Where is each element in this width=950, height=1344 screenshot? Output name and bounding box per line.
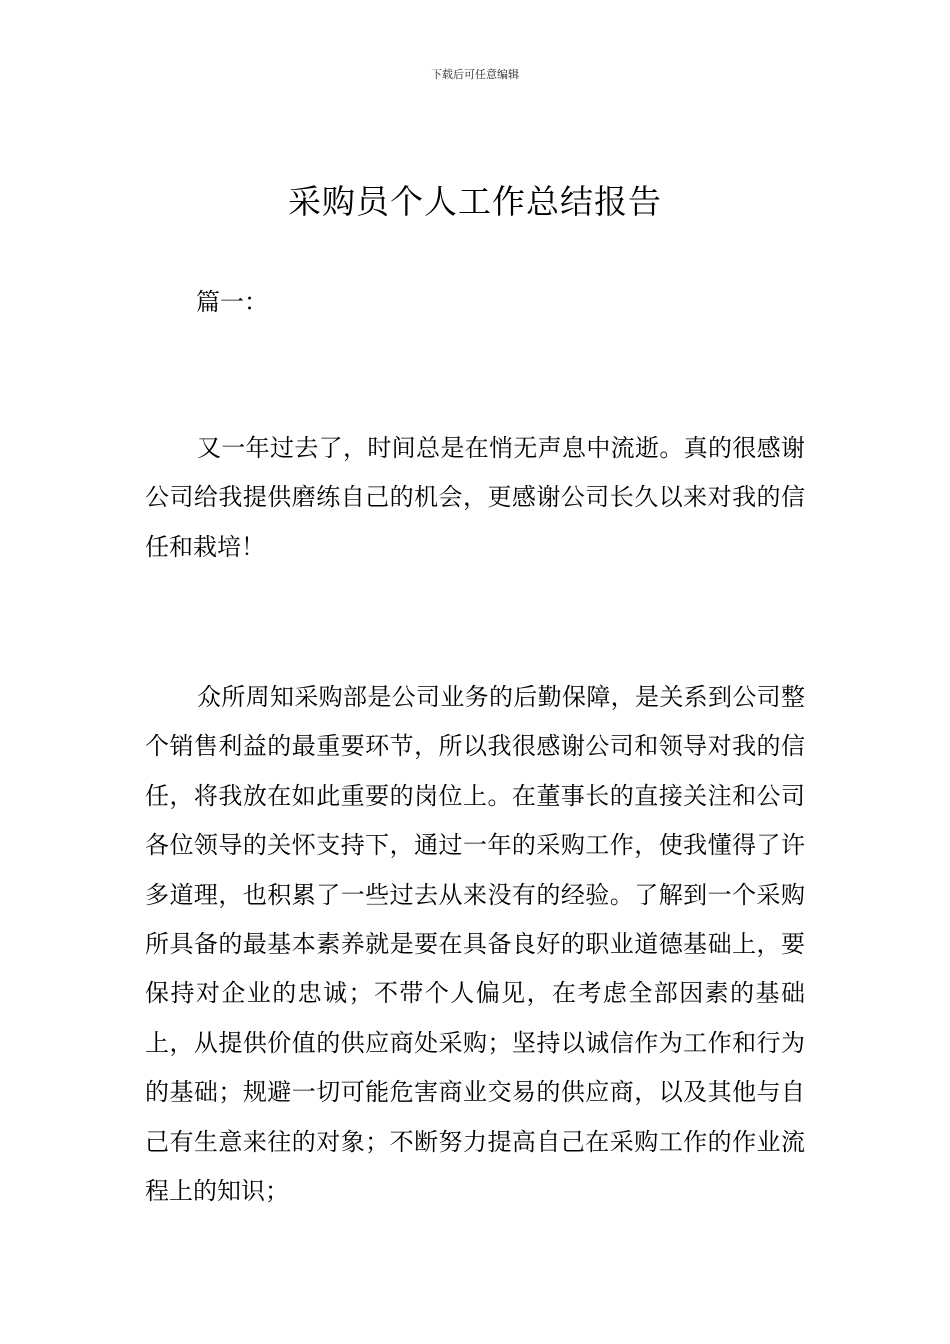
section-label: 篇一： bbox=[196, 288, 268, 316]
paragraph-2: 众所周知采购部是公司业务的后勤保障，是关系到公司整个销售利益的最重要环节，所以我很感谢公司和领导对我的信任，将我放在如此重要的岗位上。在董事长的直接关注和公司各位领导的关怀支持下，通过一年的采购工作，使我懂得了许多道理，也积累了一些过去从来没有的经验。了解到一个采购所具备的最基本素养就是要在具备良好的职业道德基础上，要保持对企业的忠诚；不带个人偏见，在考虑全部因素的基础上，从提供价值的供应商处采购；坚持以诚信作为工作和行为的基础；规避一切可能危害商业交易的供应商，以及其他与自己有生意来往的对象；不断努力提高自己在采购工作的作业流程上的知识； bbox=[145, 683, 805, 1206]
header-note: 下载后可任意编辑 bbox=[431, 68, 519, 81]
paragraph-1: 又一年过去了，时间总是在悄无声息中流逝。真的很感谢公司给我提供磨练自己的机会，更感谢公司长久以来对我的信任和栽培！ bbox=[145, 434, 805, 561]
document-title: 采购员个人工作总结报告 bbox=[288, 182, 662, 221]
